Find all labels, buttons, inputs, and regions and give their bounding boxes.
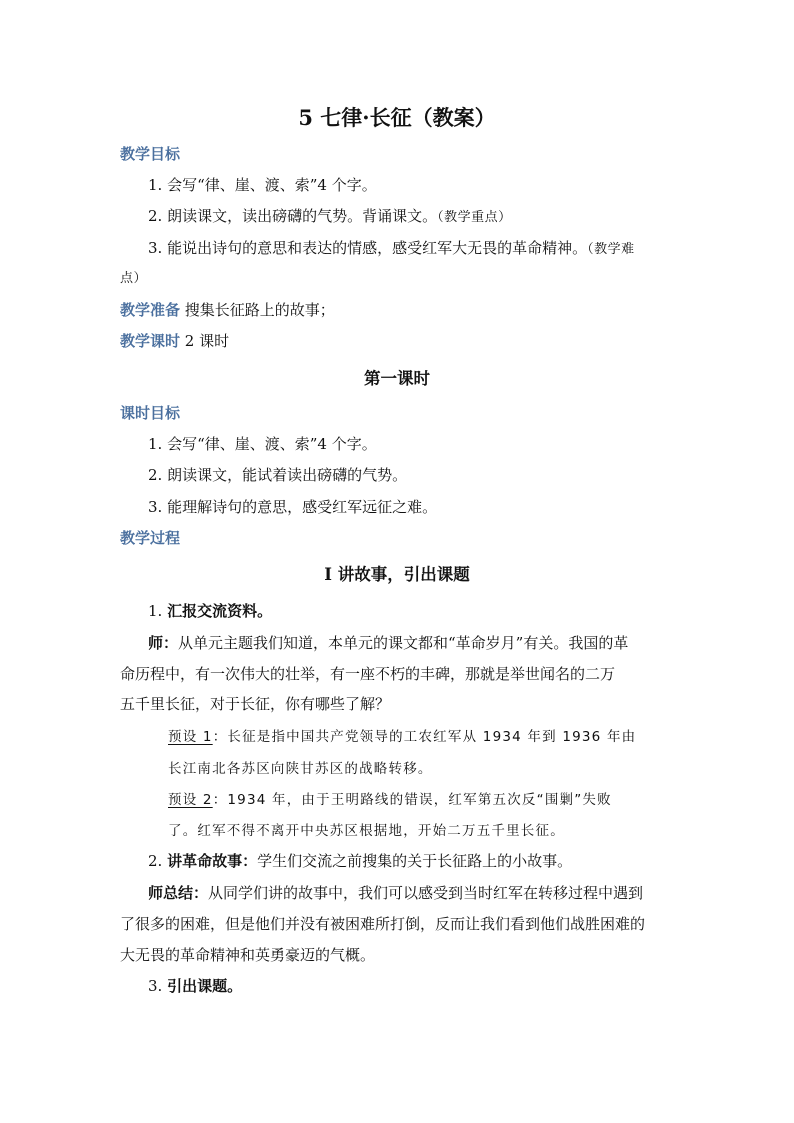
lesson-goal-item-3: 3. 能理解诗句的意思，感受红军远征之难。 [148, 498, 438, 516]
preset-1-line-1 [168, 726, 636, 748]
teaching-hours-heading: 教学课时 [120, 332, 181, 350]
goal-item-2-note: （教学重点） [437, 210, 512, 225]
process-item-3-number: 3. [148, 977, 163, 995]
preset-2-line-2: 了。红军不得不离开中央苏区根据地，开始二万五千里长征。 [168, 823, 565, 839]
teaching-prep [120, 299, 335, 321]
lesson-goals-heading: 课时目标 [120, 404, 181, 422]
summary-label: 师总结： [148, 884, 209, 902]
summary-text-1: 从同学们讲的故事中，我们可以感受到当时红军在转移过程中遇到 [208, 884, 644, 902]
preset-2-label: 预设 2 [168, 792, 213, 808]
preset-1-text-1: ：长征是指中国共产党领导的工农红军从 1934 年到 1936 年由 [212, 729, 637, 745]
process-item-1-title: 汇报交流资料。 [167, 602, 273, 620]
teacher-line-2: 命历程中，有一次伟大的壮举，有一座不朽的丰碑，那就是举世闻名的二万 [120, 665, 616, 683]
teacher-line-1 [148, 632, 628, 654]
process-item-1-number: 1. [148, 602, 163, 620]
process-item-3 [148, 975, 242, 997]
goal-item-2-text: 2. 朗读课文，读出磅礴的气势。背诵课文。 [148, 207, 438, 225]
process-item-3-title: 引出课题。 [167, 977, 243, 995]
lesson-goal-item-1: 1. 会写“律、崖、渡、索”4 个字。 [148, 435, 377, 453]
section-1-heading: Ⅰ 讲故事，引出课题 [324, 565, 470, 584]
preset-2-line-1 [168, 789, 612, 811]
preset-2-text-1: ：1934 年，由于王明路线的错误，红军第五次反“围剿”失败 [212, 792, 612, 808]
lesson-goal-item-2: 2. 朗读课文，能试着读出磅礴的气势。 [148, 466, 408, 484]
teaching-hours-text: 2 课时 [184, 332, 230, 350]
goal-item-3-note: （教学难 [587, 242, 635, 257]
teaching-prep-text: 搜集长征路上的故事； [184, 301, 335, 319]
teacher-line-3: 五千里长征，对于长征，你有哪些了解？ [120, 695, 391, 713]
teacher-label: 师： [148, 634, 179, 652]
process-item-2 [148, 850, 572, 872]
process-item-1 [148, 600, 272, 622]
summary-line-1 [148, 882, 643, 904]
preset-1-line-2: 长江南北各苏区向陕甘苏区的战略转移。 [168, 761, 433, 777]
goal-item-1: 1. 会写“律、崖、渡、索”4 个字。 [148, 176, 377, 194]
summary-line-3: 大无畏的革命精神和英勇豪迈的气概。 [120, 946, 376, 964]
teaching-hours [120, 330, 229, 352]
process-item-2-text: 学生们交流之前搜集的关于长征路上的小故事。 [257, 852, 573, 870]
process-item-2-title: 讲革命故事： [167, 852, 258, 870]
teaching-prep-heading: 教学准备 [120, 301, 181, 319]
goal-item-3-note-cont: 点） [120, 271, 148, 286]
lesson-one-heading: 第一课时 [364, 369, 430, 388]
teaching-process-heading: 教学过程 [120, 529, 181, 547]
goal-item-3-text: 3. 能说出诗句的意思和表达的情感，感受红军大无畏的革命精神。 [148, 239, 588, 257]
document-title: 5 七律·长征（教案） [298, 105, 496, 130]
summary-line-2: 了很多的困难，但是他们并没有被困难所打倒，反而让我们看到他们战胜困难的 [120, 915, 646, 933]
teaching-goals-heading: 教学目标 [120, 145, 181, 163]
goal-item-2 [148, 205, 512, 229]
goal-item-3 [148, 237, 635, 261]
process-item-2-number: 2. [148, 852, 163, 870]
preset-1-label: 预设 1 [168, 729, 213, 745]
teacher-text-1: 从单元主题我们知道，本单元的课文都和“革命岁月”有关。我国的革 [178, 634, 629, 652]
